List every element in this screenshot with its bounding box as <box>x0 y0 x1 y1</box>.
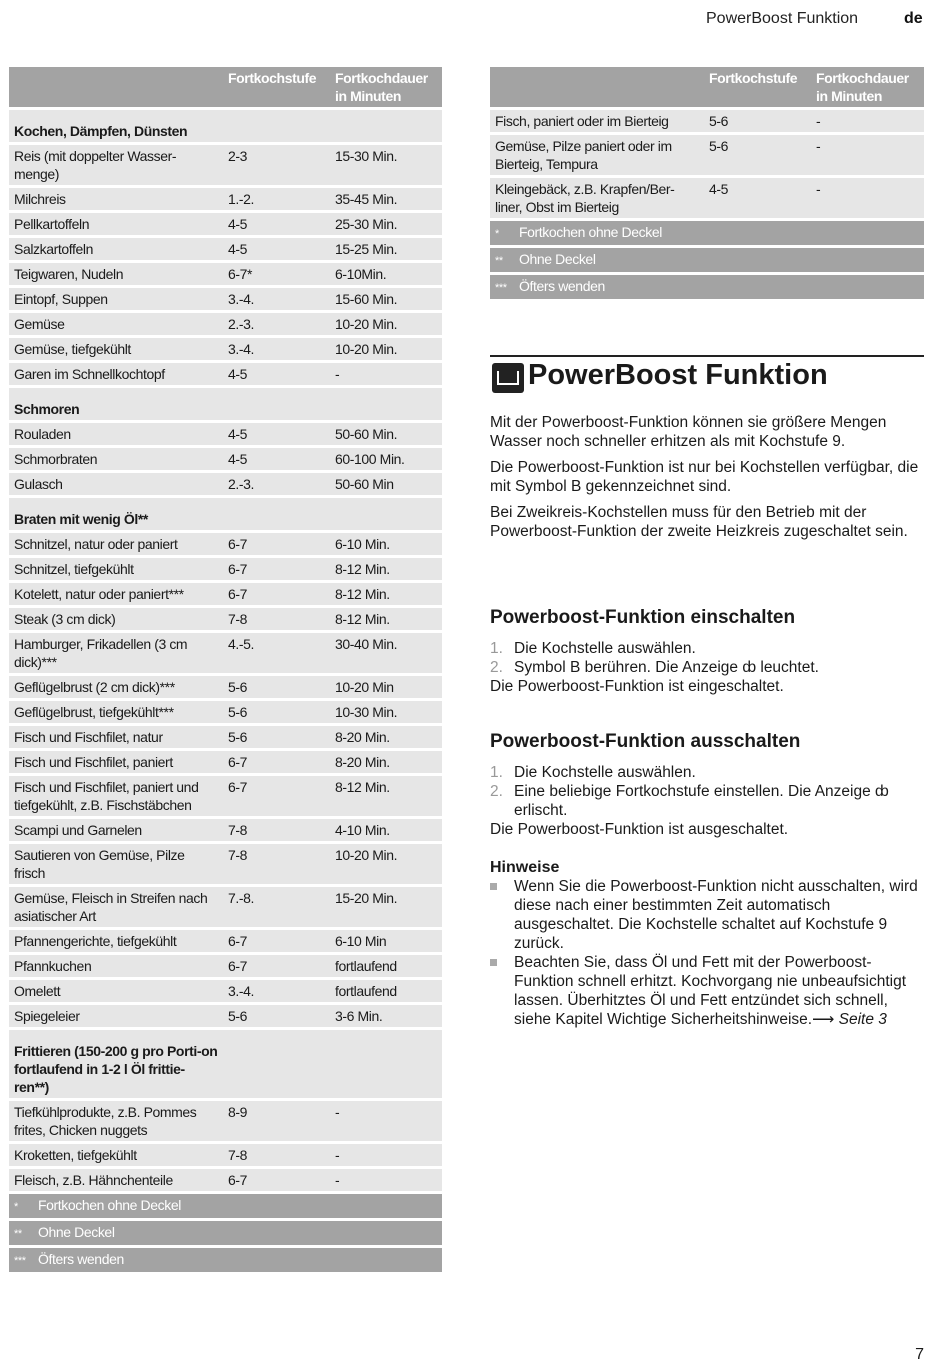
dish-cell: Pfannengerichte, tiefgekühlt <box>9 930 223 952</box>
dish-cell: Rouladen <box>9 423 223 445</box>
duration-cell: 8-12 Min. <box>330 776 442 816</box>
section-cell: Braten mit wenig Öl** <box>9 498 223 530</box>
duration-cell: 25-30 Min. <box>330 213 442 235</box>
dish-cell: Fleisch, z.B. Hähnchenteile <box>9 1169 223 1191</box>
level-cell: 3.-4. <box>223 338 330 360</box>
footnote-row <box>490 275 924 299</box>
page-reference-link[interactable]: Seite 3 <box>838 1011 887 1028</box>
footnote-text: Ohne Deckel <box>519 251 596 267</box>
table-section-row <box>9 388 442 420</box>
header-cell: Fortkochstufe <box>223 67 330 107</box>
step-item <box>490 763 924 782</box>
level-cell: 6-7* <box>223 263 330 285</box>
dish-cell: Reis (mit doppelter Wasser-menge) <box>9 145 223 185</box>
level-cell: 7-8 <box>223 844 330 884</box>
footnote-cell <box>9 1194 442 1218</box>
enable-steps <box>490 639 924 677</box>
dish-cell: Fisch und Fischfilet, paniert und tiefgekühlt, z.B. Fischstäbchen <box>9 776 223 816</box>
table-section-row <box>9 498 442 530</box>
dish-cell: Gulasch <box>9 473 223 495</box>
table-row <box>9 844 442 884</box>
step-item <box>490 658 924 677</box>
dish-cell: Fisch, paniert oder im Bierteig <box>490 110 704 132</box>
table-header-row <box>490 67 924 107</box>
table-header-row <box>9 67 442 107</box>
intro-paragraph: Mit der Powerboost-Funktion können sie größere Mengen Wasser noch schneller erhitzen als mit Kochstufe 9. <box>490 414 887 450</box>
table-row <box>9 819 442 841</box>
footnote-mark: ** <box>495 255 503 267</box>
level-cell: 6-7 <box>223 751 330 773</box>
dish-cell: Gemüse, Fleisch in Streifen nach asiatischer Art <box>9 887 223 927</box>
disable-result: Die Powerboost-Funktion ist ausgeschaltet. <box>490 821 789 838</box>
table-row <box>9 1144 442 1166</box>
duration-cell: - <box>811 178 924 218</box>
section-cell <box>223 498 330 530</box>
dish-cell: Eintopf, Suppen <box>9 288 223 310</box>
level-cell: 5-6 <box>223 1005 330 1027</box>
step-text: Die Kochstelle auswählen. <box>514 764 696 781</box>
section-cell: Kochen, Dämpfen, Dünsten <box>9 110 223 142</box>
duration-cell: 10-20 Min. <box>330 313 442 335</box>
notes-list <box>490 877 924 1029</box>
duration-cell: 8-12 Min. <box>330 608 442 630</box>
duration-cell: 50-60 Min. <box>330 423 442 445</box>
section-cell <box>223 388 330 420</box>
dish-cell: Spiegeleier <box>9 1005 223 1027</box>
section-cell <box>330 110 442 142</box>
duration-cell: 6-10 Min. <box>330 533 442 555</box>
level-cell: 4-5 <box>223 423 330 445</box>
dish-cell: Kotelett, natur oder paniert*** <box>9 583 223 605</box>
duration-cell: 6-10Min. <box>330 263 442 285</box>
footnote-row <box>490 221 924 245</box>
step-number: 1. <box>490 640 503 657</box>
level-cell: 7-8 <box>223 608 330 630</box>
dish-cell: Hamburger, Frikadellen (3 cm dick)*** <box>9 633 223 673</box>
notes-block <box>490 858 924 1029</box>
section-cell <box>330 498 442 530</box>
level-cell: 5-6 <box>704 135 811 175</box>
table-row <box>9 776 442 816</box>
footnote-row <box>490 248 924 272</box>
dish-cell: Fisch und Fischfilet, paniert <box>9 751 223 773</box>
dish-cell: Schmorbraten <box>9 448 223 470</box>
step-item <box>490 782 924 820</box>
footnote-row <box>9 1248 442 1272</box>
table-row <box>9 751 442 773</box>
footnote-text: Fortkochen ohne Deckel <box>519 224 662 240</box>
footnote-cell <box>490 275 924 299</box>
footnote-row <box>9 1194 442 1218</box>
step-item <box>490 639 924 658</box>
level-cell: 2.-3. <box>223 473 330 495</box>
duration-cell: fortlaufend <box>330 955 442 977</box>
enable-result: Die Powerboost-Funktion ist eingeschaltet. <box>490 678 784 695</box>
dish-cell: Steak (3 cm dick) <box>9 608 223 630</box>
step-text: Symbol B berühren. Die Anzeige ȸ leuchtet. <box>514 659 819 676</box>
table-section-row <box>9 1030 442 1098</box>
level-cell: 7.-8. <box>223 887 330 927</box>
section-body <box>490 413 924 548</box>
section-cell <box>330 1030 442 1098</box>
dish-cell: Teigwaren, Nudeln <box>9 263 223 285</box>
table-row <box>9 558 442 580</box>
table-row <box>490 135 924 175</box>
footnote-row <box>9 1221 442 1245</box>
duration-cell: 6-10 Min <box>330 930 442 952</box>
footnote-text: Öfters wenden <box>519 278 605 294</box>
table-row <box>9 726 442 748</box>
table-row <box>490 110 924 132</box>
table-row <box>9 288 442 310</box>
duration-cell: - <box>330 1101 442 1141</box>
footnote-mark: ** <box>14 1228 22 1240</box>
powerboost-icon <box>492 363 524 393</box>
duration-cell: 10-20 Min. <box>330 338 442 360</box>
duration-cell: - <box>811 135 924 175</box>
duration-cell: 30-40 Min. <box>330 633 442 673</box>
dish-cell: Fisch und Fischfilet, natur <box>9 726 223 748</box>
level-cell: 5-6 <box>223 676 330 698</box>
section-cell <box>223 110 330 142</box>
footnote-text: Ohne Deckel <box>38 1224 115 1240</box>
table-row <box>490 178 924 218</box>
footnote-mark: * <box>14 1201 18 1213</box>
header-cell: Fortkochstufe <box>704 67 811 107</box>
level-cell: 6-7 <box>223 955 330 977</box>
level-cell: 7-8 <box>223 1144 330 1166</box>
dish-cell: Scampi und Garnelen <box>9 819 223 841</box>
table-row <box>9 188 442 210</box>
dish-cell: Geflügelbrust (2 cm dick)*** <box>9 676 223 698</box>
duration-cell: 35-45 Min. <box>330 188 442 210</box>
footnote-mark: *** <box>495 282 507 294</box>
dish-cell: Salzkartoffeln <box>9 238 223 260</box>
level-cell: 4.-5. <box>223 633 330 673</box>
table-row <box>9 473 442 495</box>
table-row <box>9 980 442 1002</box>
table-row <box>9 263 442 285</box>
header-cell <box>9 67 223 107</box>
dish-cell: Pfannkuchen <box>9 955 223 977</box>
level-cell: 5-6 <box>223 701 330 723</box>
level-cell: 2.-3. <box>223 313 330 335</box>
level-cell: 4-5 <box>223 448 330 470</box>
duration-cell: 15-25 Min. <box>330 238 442 260</box>
level-cell: 6-7 <box>223 583 330 605</box>
table-row <box>9 338 442 360</box>
section-heading <box>490 355 924 391</box>
table-row <box>9 423 442 445</box>
section-cell: Schmoren <box>9 388 223 420</box>
footnote-mark: * <box>495 228 499 240</box>
duration-cell: 15-30 Min. <box>330 145 442 185</box>
table-row <box>9 887 442 927</box>
footnote-text: Fortkochen ohne Deckel <box>38 1197 181 1213</box>
dish-cell: Kroketten, tiefgekühlt <box>9 1144 223 1166</box>
level-cell: 4-5 <box>223 238 330 260</box>
dish-cell: Gemüse, tiefgekühlt <box>9 338 223 360</box>
note-item: Wenn Sie die Powerboost-Funktion nicht ausschalten, wird diese nach einer bestimmten Zeit automatisch ausgeschaltet. Die Kochstelle schaltet auf Kochstufe 9 zurück. <box>490 877 924 953</box>
duration-cell: 3-6 Min. <box>330 1005 442 1027</box>
footnote-cell <box>9 1221 442 1245</box>
disable-heading: Powerboost-Funktion ausschalten <box>490 731 801 752</box>
level-cell: 5-6 <box>223 726 330 748</box>
duration-cell: 8-12 Min. <box>330 558 442 580</box>
dish-cell: Sautieren von Gemüse, Pilze frisch <box>9 844 223 884</box>
duration-cell: - <box>811 110 924 132</box>
language-code: de <box>904 10 923 27</box>
level-cell: 4-5 <box>704 178 811 218</box>
dual-circuit-paragraph: Bei Zweikreis-Kochstellen muss für den Betrieb mit der Powerboost-Funktion der zweite Heizkreis zugeschaltet sein. <box>490 504 908 540</box>
duration-cell: 4-10 Min. <box>330 819 442 841</box>
duration-cell: 15-60 Min. <box>330 288 442 310</box>
step-number: 2. <box>490 783 503 800</box>
level-cell: 1.-2. <box>223 188 330 210</box>
table-row <box>9 533 442 555</box>
duration-cell: 10-20 Min <box>330 676 442 698</box>
section-cell <box>330 388 442 420</box>
duration-cell: 10-20 Min. <box>330 844 442 884</box>
duration-cell: fortlaufend <box>330 980 442 1002</box>
page-number: 7 <box>915 1346 924 1363</box>
footnote-text: Öfters wenden <box>38 1251 124 1267</box>
level-cell: 6-7 <box>223 558 330 580</box>
duration-cell: 60-100 Min. <box>330 448 442 470</box>
duration-cell: - <box>330 1169 442 1191</box>
table-row <box>9 583 442 605</box>
availability-paragraph: Die Powerboost-Funktion ist nur bei Kochstellen verfügbar, die mit Symbol B gekennzeichnet sind. <box>490 459 919 495</box>
level-cell: 6-7 <box>223 1169 330 1191</box>
table-row <box>9 608 442 630</box>
duration-cell: 50-60 Min <box>330 473 442 495</box>
duration-cell: - <box>330 1144 442 1166</box>
step-number: 2. <box>490 659 503 676</box>
dish-cell: Tiefkühlprodukte, z.B. Pommes frites, Chicken nuggets <box>9 1101 223 1141</box>
duration-cell: 8-12 Min. <box>330 583 442 605</box>
note-text: Beachten Sie, dass Öl und Fett mit der Powerboost-Funktion schnell erhitzt. Kochvorgang nie unbeaufsichtigt lassen. Überhitztes Öl und Fett entzündet sich schnell, siehe Kapitel Wichtige Sicherheitshinweise.⟶ <box>514 954 907 1028</box>
level-cell: 6-7 <box>223 776 330 816</box>
level-cell: 3.-4. <box>223 288 330 310</box>
table-row <box>9 1169 442 1191</box>
level-cell: 8-9 <box>223 1101 330 1141</box>
cooking-table-right <box>490 64 924 302</box>
running-header <box>706 10 923 28</box>
footnote-cell <box>9 1248 442 1272</box>
disable-steps <box>490 763 924 820</box>
table-row <box>9 930 442 952</box>
level-cell: 5-6 <box>704 110 811 132</box>
table-row <box>9 145 442 185</box>
dish-cell: Geflügelbrust, tiefgekühlt*** <box>9 701 223 723</box>
footnote-cell <box>490 221 924 245</box>
level-cell: 4-5 <box>223 363 330 385</box>
table-row <box>9 955 442 977</box>
level-cell: 2-3 <box>223 145 330 185</box>
duration-cell: 8-20 Min. <box>330 751 442 773</box>
section-title: PowerBoost Funktion <box>528 359 828 391</box>
dish-cell: Kleingebäck, z.B. Krapfen/Ber-liner, Obst im Bierteig <box>490 178 704 218</box>
table-row <box>9 448 442 470</box>
footnote-mark: *** <box>14 1255 26 1267</box>
step-text: Die Kochstelle auswählen. <box>514 640 696 657</box>
level-cell: 6-7 <box>223 533 330 555</box>
step-text: Eine beliebige Fortkochstufe einstellen. Die Anzeige ȸ erlischt. <box>514 783 889 819</box>
note-item <box>490 953 924 1029</box>
header-cell: Fortkochdauer in Minuten <box>811 67 924 107</box>
table-row <box>9 633 442 673</box>
dish-cell: Omelett <box>9 980 223 1002</box>
disable-block <box>490 732 924 839</box>
table-row <box>9 313 442 335</box>
table-row <box>9 701 442 723</box>
duration-cell: - <box>330 363 442 385</box>
dish-cell: Schnitzel, tiefgekühlt <box>9 558 223 580</box>
dish-cell: Schnitzel, natur oder paniert <box>9 533 223 555</box>
duration-cell: 10-30 Min. <box>330 701 442 723</box>
dish-cell: Pellkartoffeln <box>9 213 223 235</box>
duration-cell: 15-20 Min. <box>330 887 442 927</box>
table-row <box>9 676 442 698</box>
cooking-table-left <box>9 64 442 1275</box>
duration-cell: 8-20 Min. <box>330 726 442 748</box>
step-number: 1. <box>490 764 503 781</box>
footnote-cell <box>490 248 924 272</box>
table-section-row <box>9 110 442 142</box>
dish-cell: Milchreis <box>9 188 223 210</box>
section-cell: Frittieren (150-200 g pro Porti-on fortlaufend in 1-2 l Öl frittie-ren**) <box>9 1030 223 1098</box>
header-cell <box>490 67 704 107</box>
level-cell: 3.-4. <box>223 980 330 1002</box>
notes-heading: Hinweise <box>490 859 560 876</box>
dish-cell: Garen im Schnellkochtopf <box>9 363 223 385</box>
table-row <box>9 1101 442 1141</box>
dish-cell: Gemüse, Pilze paniert oder im Bierteig, Tempura <box>490 135 704 175</box>
header-title: PowerBoost Funktion <box>706 10 859 27</box>
level-cell: 4-5 <box>223 213 330 235</box>
table-row <box>9 213 442 235</box>
table-row <box>9 238 442 260</box>
table-row <box>9 1005 442 1027</box>
enable-block <box>490 608 924 696</box>
section-cell <box>223 1030 330 1098</box>
header-cell: Fortkochdauer in Minuten <box>330 67 442 107</box>
dish-cell: Gemüse <box>9 313 223 335</box>
table-row <box>9 363 442 385</box>
enable-heading: Powerboost-Funktion einschalten <box>490 607 796 628</box>
level-cell: 7-8 <box>223 819 330 841</box>
level-cell: 6-7 <box>223 930 330 952</box>
